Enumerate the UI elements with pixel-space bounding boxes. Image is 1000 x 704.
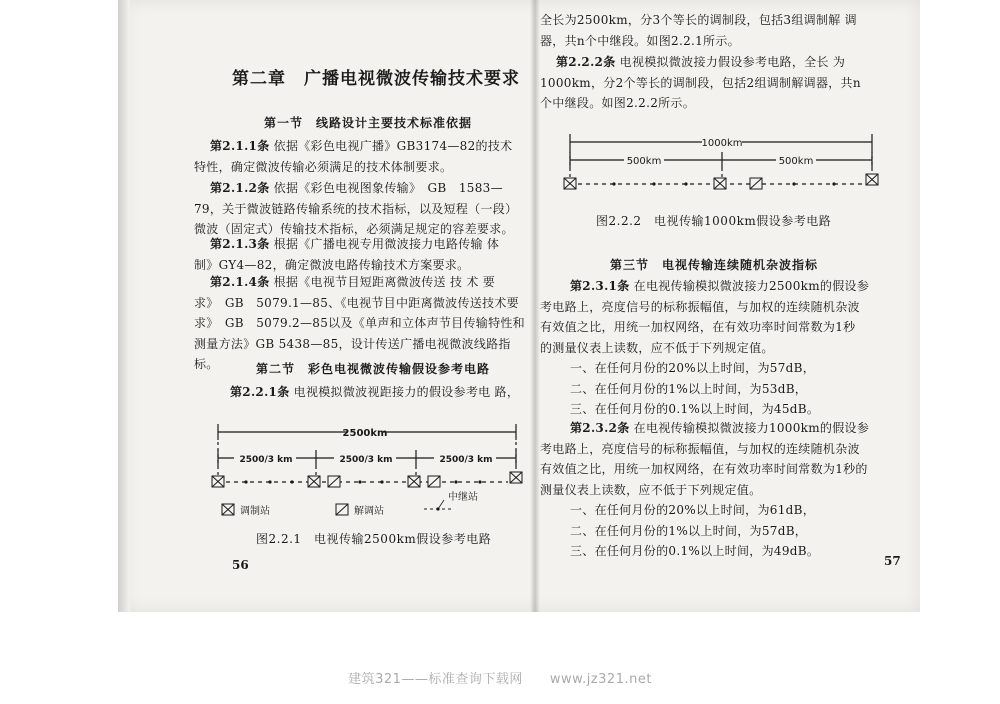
- clause-line: 测量仪表上读数，应不低于下列规定值。: [540, 482, 762, 497]
- legend-relay-label: 中继站: [448, 492, 478, 503]
- clause-line: 个中继段。如图2.2.2所示。: [540, 96, 696, 110]
- relay-station-icon: [652, 182, 655, 185]
- relay-station-icon: [268, 480, 271, 483]
- clause-2-2-1: [230, 382, 530, 403]
- clause-number: 第2.1.4条: [210, 275, 270, 289]
- clause-2-2-2: [540, 52, 912, 114]
- clause-line: 特性，确定微波传输必须满足的技术体制要求。: [194, 159, 453, 174]
- clause-number: 第2.1.2条: [210, 181, 270, 195]
- clause-line: 有效值之比，用统一加权网络，在有效功率时间常数为1秒: [540, 320, 856, 334]
- clause-line: 制》GY4—82，确定微波电路传输技术方案要求。: [194, 257, 470, 272]
- modulation-station-icon: [212, 476, 224, 487]
- relay-station-icon: [290, 480, 293, 483]
- clause-2-1-1: [194, 136, 530, 177]
- left-page: [124, 0, 532, 612]
- demodulation-station-icon: [750, 178, 762, 189]
- relay-station-icon: [244, 480, 247, 483]
- clause-line: 依据《彩色电视广播》GB3174—82的技术: [273, 139, 513, 153]
- scanned-book-spread: [124, 0, 920, 612]
- total-distance-label: 2500km: [342, 428, 388, 439]
- chapter-title: 第二章 广播电视微波传输技术要求: [232, 69, 520, 89]
- figure-2-2-2: [554, 130, 904, 196]
- modulation-station-icon: [408, 476, 420, 487]
- clause-number: 第2.2.2条: [556, 55, 616, 69]
- list-item: 一、在任何月份的20%以上时间，为57dB，: [570, 361, 816, 375]
- site-watermark: 建筑321——标准查询下载网 www.jz321.net: [348, 672, 652, 687]
- segment-label: 500km: [778, 156, 814, 167]
- clause-line: 求》 GB 5079.1—85、《电视节目中距离微波传送技术要: [194, 295, 519, 310]
- list-item: 二、在任何月份的1%以上时间，为53dB，: [570, 381, 808, 396]
- clause-2-3-2: [540, 418, 912, 562]
- modulation-station-icon: [564, 178, 576, 189]
- legend-demodulation-label: 解调站: [354, 506, 384, 517]
- section2-title: 第二节 彩色电视微波传输假设参考电路: [256, 362, 491, 376]
- clause-2-1-2: [194, 178, 530, 240]
- page-number-left: 56: [232, 558, 249, 572]
- text-line: 器，共n个中继段。如图2.2.1所示。: [540, 33, 740, 48]
- clause-line: 测量方法》GB 5438—85，设计传送广播电视微波线路指标。: [194, 336, 511, 371]
- relay-station-icon: [358, 480, 361, 483]
- list-item: 三、在任何月份的0.1%以上时间，为49dB。: [570, 544, 820, 558]
- clause-line: 考电路上，亮度信号的标称振幅值，与加权的连续随机杂波: [540, 441, 860, 456]
- total-distance-label: 1000km: [701, 138, 743, 149]
- section3-title: 第三节 电视传输连续随机杂波指标: [610, 258, 819, 272]
- relay-station-icon: [792, 182, 795, 185]
- legend-modulation-icon: [222, 504, 234, 515]
- clause-line: 根据《电视节目短距离微波传送 技 术 要: [273, 275, 496, 289]
- right-page: [536, 0, 920, 612]
- segment-label: 2500/3 km: [339, 455, 393, 465]
- relay-station-icon: [380, 480, 383, 483]
- modulation-station-icon: [866, 174, 878, 185]
- legend-pointer: [438, 500, 444, 509]
- clause-line: 电视模拟微波接力假设参考电路，全长 为: [619, 55, 846, 69]
- clause-number: 第2.1.3条: [210, 237, 270, 251]
- modulation-station-icon: [714, 178, 726, 189]
- clause-line: 的测量仪表上读数，应不低于下列规定值。: [540, 340, 774, 355]
- list-item: 二、在任何月份的1%以上时间，为57dB，: [570, 523, 808, 538]
- relay-station-icon: [684, 182, 687, 185]
- figure-2-2-1: [204, 406, 534, 526]
- clause-number: 第2.3.1条: [570, 279, 630, 293]
- clause-2-3-1: [540, 276, 912, 420]
- clause-line: 求》 GB 5079.2—85以及《单声和立体声节目传输特性和: [194, 316, 525, 330]
- segment-label: 2500/3 km: [239, 455, 293, 465]
- clause-number: 第2.1.1条: [210, 139, 270, 153]
- section1-title: 第一节 线路设计主要技术标准依据: [264, 116, 473, 130]
- demodulation-station-icon: [428, 476, 440, 487]
- clause-line: 依据《彩色电视图象传输》 GB 1583—: [273, 181, 503, 195]
- relay-station-icon: [454, 480, 457, 483]
- relay-station-icon: [832, 182, 835, 185]
- legend-modulation-label: 调制站: [240, 506, 270, 517]
- figure-2-2-1-caption: 图2.2.1 电视传输2500km假设参考电路: [256, 532, 492, 546]
- clause-line: 微波（固定式）传输技术指标，必须满足规定的容差要求。: [194, 222, 514, 236]
- modulation-station-icon: [510, 472, 522, 483]
- list-item: 三、在任何月份的0.1%以上时间，为45dB。: [570, 402, 820, 416]
- clause-line: 在电视传输模拟微波接力1000km的假设参: [633, 421, 870, 435]
- clause-2-1-3: [194, 234, 530, 275]
- clause-line: 79，关于微波链路传输系统的技术指标，以及短程（一段）: [194, 201, 518, 216]
- list-item: 一、在任何月份的20%以上时间，为61dB，: [570, 503, 816, 517]
- segment-label: 500km: [626, 156, 662, 167]
- clause-line: 根据《广播电视专用微波接力电路传输 体: [273, 237, 500, 251]
- legend-demodulation-icon: [336, 504, 348, 515]
- clause-line: 考电路上，亮度信号的标称振幅值，与加权的连续随机杂波: [540, 299, 860, 314]
- demodulation-station-icon: [328, 476, 340, 487]
- page-number-right: 57: [884, 554, 901, 568]
- clause-line: 1000km，分2个等长的调制段，包括2组调制解调器，共n: [540, 75, 861, 90]
- clause-line: 电视模拟微波视距接力的假设参考电 路，: [293, 385, 520, 399]
- clause-number: 第2.2.1条: [230, 385, 290, 399]
- clause-line: 有效值之比，用统一加权网络，在有效功率时间常数为1秒的: [540, 462, 868, 476]
- clause-number: 第2.3.2条: [570, 421, 630, 435]
- relay-station-icon: [612, 182, 615, 185]
- clause-2-2-1-continued: [540, 10, 912, 51]
- clause-line: 在电视传输模拟微波接力2500km的假设参: [633, 279, 870, 293]
- relay-station-icon: [478, 480, 481, 483]
- figure-2-2-2-caption: 图2.2.2 电视传输1000km假设参考电路: [596, 214, 832, 228]
- segment-label: 2500/3 km: [439, 455, 493, 465]
- modulation-station-icon: [308, 476, 320, 487]
- text-line: 全长为2500km，分3个等长的调制段，包括3组调制解 调: [540, 13, 857, 27]
